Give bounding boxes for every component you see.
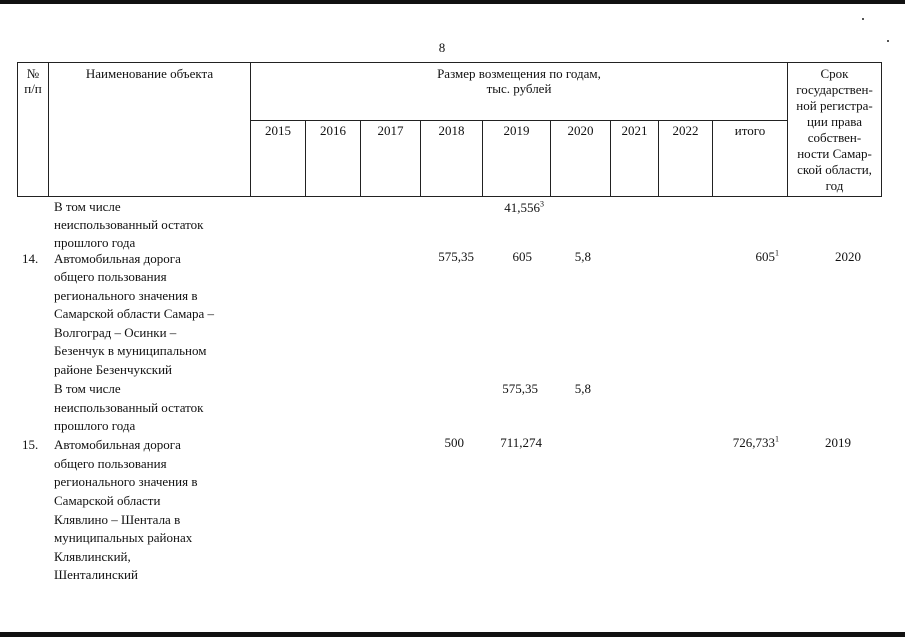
- bottom-border-rule: [0, 632, 905, 637]
- row-name-line: неиспользованный остаток: [54, 400, 204, 415]
- row-value-2020: 5,8: [574, 249, 591, 264]
- row-term: 2019: [825, 435, 851, 450]
- row-name-line: регионального значения в: [54, 288, 198, 303]
- header-year-2018: 2018: [438, 123, 465, 138]
- header-amount: Размер возмещения по годам, тыс. рублей: [437, 66, 601, 96]
- header-num: № п/п: [24, 66, 42, 96]
- row-name-line: В том числе: [54, 199, 121, 214]
- row-value-total: $605^1$: [755, 248, 779, 264]
- header-year-2016: 2016: [320, 123, 346, 138]
- header-total: итого: [734, 123, 766, 138]
- row-name-line: общего пользования: [54, 456, 167, 471]
- row-value-2018: 575,35: [438, 249, 474, 264]
- row-name-line: районе Безенчукский: [54, 362, 172, 377]
- row-term: 2020: [835, 249, 861, 264]
- row-value-2019: 605: [512, 249, 532, 264]
- row-number: 14.: [22, 251, 39, 266]
- row-value-2019: 575,35: [502, 381, 538, 396]
- top-border-rule: [0, 0, 905, 4]
- row-name-line: Волгоград – Осинки –: [54, 325, 177, 340]
- row-name-line: Безенчук в муниципальном: [54, 343, 207, 358]
- scan-speck: [887, 40, 889, 42]
- row-name-line: Шенталинский: [54, 567, 138, 582]
- row-name-line: Автомобильная дорога: [54, 437, 181, 452]
- header-year-2019: 2019: [503, 123, 530, 138]
- row-name-line: общего пользования: [54, 269, 167, 284]
- row-name-line: Самарской области Самара –: [54, 306, 215, 321]
- row-name-line: прошлого года: [54, 418, 136, 433]
- header-name: Наименование объекта: [85, 66, 214, 81]
- row-name-line: Автомобильная дорога: [54, 251, 181, 266]
- row-name-line: регионального значения в: [54, 474, 198, 489]
- row-name-line: В том числе: [54, 381, 121, 396]
- row-number: 15.: [22, 437, 39, 452]
- header-year-2017: 2017: [377, 123, 404, 138]
- row-name-line: Клявлино – Шентала в: [54, 512, 181, 527]
- header-year-2021: 2021: [621, 123, 648, 138]
- row-value-2019: 41,556$^3$: [504, 199, 544, 215]
- row-value-2020: 5,8: [574, 381, 591, 396]
- row-name-line: неиспользованный остаток: [54, 217, 204, 232]
- row-name-line: прошлого года: [54, 235, 136, 250]
- scan-speck: [862, 18, 864, 20]
- row-value-2019: 711,274: [500, 435, 542, 450]
- header-year-2020: 2020: [567, 123, 594, 138]
- row-value-2018: 500: [444, 435, 464, 450]
- row-name-line: Клявлинский,: [54, 549, 131, 564]
- header-year-2022: 2022: [672, 123, 699, 138]
- row-name-line: муниципальных районах: [54, 530, 193, 545]
- page-number: 8: [438, 40, 446, 55]
- header-term: Срок государствен- ной регистра- ции права собствен- ности Самар- ской области, год: [796, 66, 873, 193]
- header-year-2015: 2015: [265, 123, 291, 138]
- row-value-total: 726,733$^1$: [732, 434, 779, 450]
- row-name-line: Самарской области: [54, 493, 161, 508]
